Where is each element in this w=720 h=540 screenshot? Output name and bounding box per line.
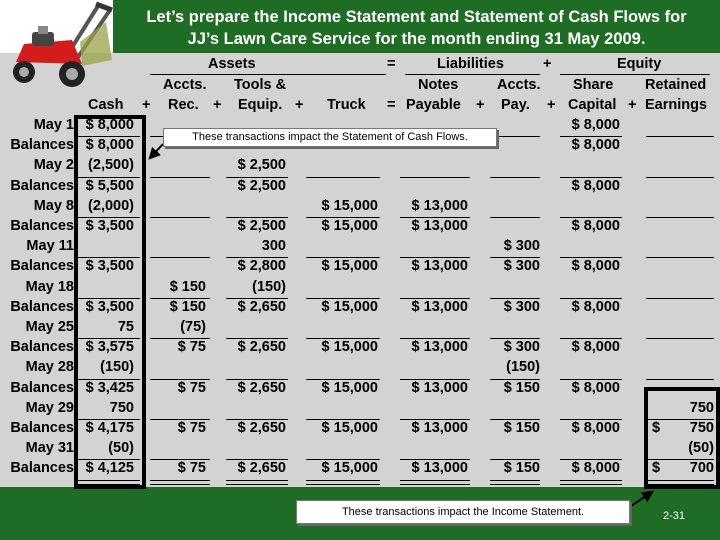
cell-re: 750	[689, 420, 714, 436]
cell-cash: (2,000)	[88, 197, 134, 214]
cell-notes: $ 13,000	[411, 197, 468, 214]
cell-tools: $ 2,500	[237, 157, 286, 174]
col-tools-line2: Equip.	[238, 97, 283, 113]
row-label: May 28	[25, 359, 74, 376]
subtotal-rule	[490, 217, 540, 218]
row-label: May 31	[25, 440, 74, 457]
cell-cash: 750	[109, 399, 134, 416]
cell-truck: $ 15,000	[321, 379, 378, 396]
final-double-rule	[560, 480, 622, 485]
equation-equals: =	[387, 56, 396, 72]
row-label: Balances	[10, 177, 74, 194]
income-statement-callout: These transactions impact the Income Statement.	[296, 500, 630, 524]
cell-capital: $ 8,000	[571, 339, 620, 356]
cell-cash: (2,500)	[88, 157, 134, 174]
cell-pay: $ 300	[503, 258, 540, 275]
col-retained-line1: Retained	[645, 77, 707, 93]
cell-re-sign: $	[652, 460, 661, 477]
col-accts-pay-line2: Pay.	[501, 97, 530, 113]
cell-notes: $ 13,000	[411, 460, 468, 477]
cell-capital: $ 8,000	[571, 137, 620, 154]
cell-re: 700	[689, 460, 714, 477]
subtotal-rule	[646, 298, 714, 299]
title-line-2: JJ’s Lawn Care Service for the month ending 31 May 2009.	[187, 30, 646, 48]
subtotal-rule	[646, 217, 714, 218]
row-label: May 25	[25, 319, 74, 335]
cell-truck: $ 15,000	[321, 339, 378, 356]
cell-cash: (150)	[100, 359, 134, 376]
assets-header: Assets	[208, 56, 256, 72]
row-label: May 8	[33, 197, 74, 214]
subtotal-rule	[150, 217, 210, 218]
cell-tools: $ 2,500	[237, 218, 286, 234]
cell-capital: $ 8,000	[571, 379, 620, 396]
col-share-line2: Capital	[568, 97, 617, 113]
row-label: Balances	[10, 420, 74, 436]
cell-tools: $ 2,650	[237, 379, 286, 396]
cell-notes: $ 13,000	[411, 218, 468, 234]
row-label: May 29	[25, 399, 74, 416]
cell-capital: $ 8,000	[571, 218, 620, 234]
row-label: Balances	[10, 339, 74, 356]
cell-cash: $ 8,000	[85, 137, 134, 154]
col-plus-5: +	[547, 97, 556, 113]
cell-cash: $ 4,125	[85, 460, 134, 477]
cell-tools: (150)	[252, 278, 286, 295]
col-plus-1: +	[142, 97, 151, 113]
cell-pay: $ 150	[503, 460, 540, 477]
assets-rule	[150, 74, 386, 75]
subtotal-rule	[150, 177, 210, 178]
cell-pay: (150)	[506, 359, 540, 376]
cell-cash: 75	[117, 319, 134, 335]
cell-tools: $ 2,650	[237, 460, 286, 477]
cell-truck: $ 15,000	[321, 298, 378, 315]
cell-rec: $ 150	[169, 278, 206, 295]
cell-truck: $ 15,000	[321, 420, 378, 436]
cell-cash: $ 3,575	[85, 339, 134, 356]
col-plus-2: +	[213, 97, 222, 113]
subtotal-rule	[150, 257, 210, 258]
col-plus-6: +	[628, 97, 637, 113]
cell-rec: $ 75	[177, 420, 206, 436]
row-label: Balances	[10, 379, 74, 396]
subtotal-rule	[646, 177, 714, 178]
subtotal-rule	[646, 136, 714, 137]
final-double-rule	[490, 480, 540, 485]
cell-truck: $ 15,000	[321, 258, 378, 275]
cell-tools: $ 2,650	[237, 339, 286, 356]
final-double-rule	[400, 480, 470, 485]
row-label: Balances	[10, 460, 74, 477]
cell-notes: $ 13,000	[411, 298, 468, 315]
col-accts-rec-line2: Rec.	[168, 97, 199, 113]
row-label: Balances	[10, 258, 74, 275]
cell-pay: $ 300	[503, 298, 540, 315]
col-plus-4: +	[476, 97, 485, 113]
row-label: Balances	[10, 218, 74, 234]
subtotal-rule	[646, 379, 714, 380]
cell-capital: $ 8,000	[571, 298, 620, 315]
cell-truck: $ 15,000	[321, 460, 378, 477]
row-label: May 2	[33, 157, 74, 174]
subtotal-rule	[646, 338, 714, 339]
final-double-rule	[150, 480, 210, 485]
cell-rec: $ 75	[177, 379, 206, 396]
row-label: May 1	[33, 117, 74, 133]
cell-cash: (50)	[108, 440, 134, 457]
equity-rule	[560, 74, 710, 75]
cell-pay: $ 150	[503, 420, 540, 436]
row-label: Balances	[10, 137, 74, 154]
col-notes-line2: Payable	[406, 97, 461, 113]
cell-re: (50)	[688, 440, 714, 457]
cell-tools: $ 2,800	[237, 258, 286, 275]
final-double-rule	[306, 480, 380, 485]
cell-pay: $ 300	[503, 238, 540, 255]
cell-cash: $ 4,175	[85, 420, 134, 436]
cell-tools: $ 2,650	[237, 420, 286, 436]
cell-cash: $ 3,425	[85, 379, 134, 396]
row-label: Balances	[10, 298, 74, 315]
slide-title	[113, 0, 720, 53]
cell-rec: $ 75	[177, 460, 206, 477]
cell-capital: $ 8,000	[571, 460, 620, 477]
cell-pay: $ 150	[503, 379, 540, 396]
cell-re: 750	[689, 399, 714, 416]
col-notes-line1: Notes	[418, 77, 459, 93]
page-number: 2-31	[663, 510, 686, 522]
cell-capital: $ 8,000	[571, 117, 620, 133]
col-retained-line2: Earnings	[645, 97, 708, 113]
final-double-rule	[226, 480, 288, 485]
cell-cash: $ 3,500	[85, 258, 134, 275]
cell-truck: $ 15,000	[321, 197, 378, 214]
cell-rec: $ 75	[177, 339, 206, 356]
col-accts-pay-line1: Accts.	[497, 77, 541, 93]
col-tools-line1: Tools &	[234, 77, 287, 93]
retained-earnings-frame	[644, 387, 720, 489]
row-label: May 11	[26, 238, 74, 255]
cell-cash: $ 3,500	[85, 218, 134, 234]
cell-notes: $ 13,000	[411, 420, 468, 436]
cell-capital: $ 8,000	[571, 420, 620, 436]
title-line-1: Let’s prepare the Income Statement and Statement of Cash Flows for	[146, 8, 687, 26]
cell-capital: $ 8,000	[571, 258, 620, 275]
cell-cash: $ 3,500	[85, 298, 134, 315]
cell-rec: $ 150	[169, 298, 206, 315]
row-label: May 18	[25, 278, 74, 295]
col-cash: Cash	[88, 97, 124, 113]
col-truck: Truck	[327, 97, 366, 113]
cell-notes: $ 13,000	[411, 339, 468, 356]
liabilities-header: Liabilities	[437, 56, 504, 72]
cash-flows-callout: These transactions impact the Statement of Cash Flows.	[163, 128, 497, 147]
equity-header: Equity	[617, 56, 662, 72]
cell-notes: $ 13,000	[411, 379, 468, 396]
cell-truck: $ 15,000	[321, 218, 378, 234]
subtotal-rule	[490, 177, 540, 178]
cell-re-sign: $	[652, 420, 661, 436]
cell-cash: $ 8,000	[85, 117, 134, 133]
subtotal-rule	[306, 177, 380, 178]
equation-plus: +	[543, 56, 552, 72]
subtotal-rule	[490, 136, 540, 137]
cash-column-frame	[74, 115, 146, 489]
subtotal-rule	[646, 257, 714, 258]
cell-pay: $ 300	[503, 339, 540, 356]
cell-tools: $ 2,650	[237, 298, 286, 315]
subtotal-rule	[400, 177, 470, 178]
lawn-mower-icon	[2, 0, 114, 92]
cell-capital: $ 8,000	[571, 177, 620, 194]
cell-cash: $ 5,500	[85, 177, 134, 194]
col-share-line1: Share	[573, 77, 614, 93]
cell-rec: (75)	[180, 319, 206, 335]
cell-tools: $ 2,500	[237, 177, 286, 194]
cell-notes: $ 13,000	[411, 258, 468, 275]
cell-tools: 300	[261, 238, 286, 255]
col-accts-rec-line1: Accts.	[163, 77, 207, 93]
liabilities-rule	[405, 74, 540, 75]
col-plus-3: +	[295, 97, 304, 113]
col-equals: =	[387, 97, 396, 113]
